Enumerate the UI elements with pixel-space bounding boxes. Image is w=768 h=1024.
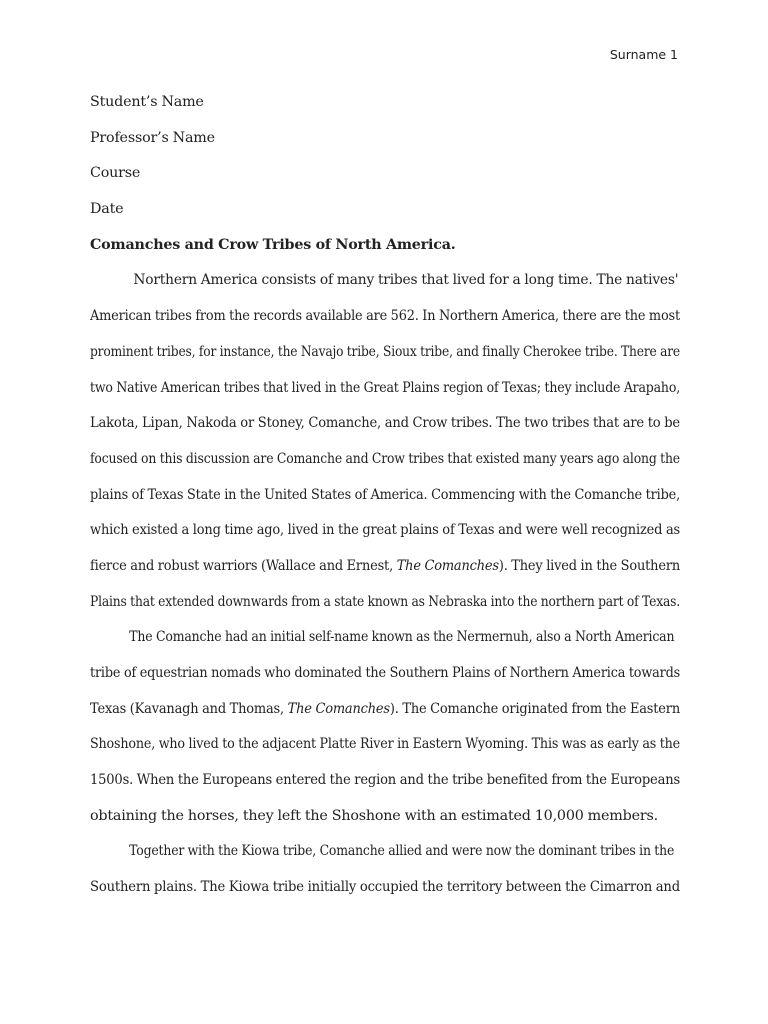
paragraph-line: Southern plains. The Kiowa tribe initially occupied the territory between the Cimarron and	[90, 879, 680, 896]
paragraph-line: Shoshone, who lived to the adjacent Platte River in Eastern Wyoming. This was as early as the	[90, 736, 681, 753]
course-name: Course	[90, 165, 141, 182]
text-run: fierce and robust warriors (Wallace and Ernest,	[90, 557, 397, 574]
paragraph-line: focused on this discussion are Comanche and Crow tribes that existed many years ago along the	[90, 450, 680, 467]
paragraph-line: 1500s. When the Europeans entered the region and the tribe benefited from the Europeans	[90, 772, 681, 789]
paragraph-1	[90, 263, 680, 620]
paragraph-line	[90, 549, 680, 585]
paragraph-line: obtaining the horses, they left the Shoshone with an estimated 10,000 members.	[90, 807, 658, 824]
paragraph-line: tribe of equestrian nomads who dominated the Southern Plains of Northern America towards	[90, 665, 681, 681]
paragraph-line: Together with the Kiowa tribe, Comanche allied and were now the dominant tribes in the	[129, 843, 675, 860]
italic-citation: The Comanches	[287, 700, 390, 717]
paragraph-line: which existed a long time ago, lived in the great plains of Texas and were well recognized as	[90, 522, 680, 539]
essay-title: Comanches and Crow Tribes of North America.	[90, 236, 456, 253]
paragraph-line	[90, 692, 681, 728]
student-name: Student’s Name	[90, 94, 204, 110]
text-run: Texas (Kavanagh and Thomas,	[90, 700, 288, 717]
document-body	[90, 85, 680, 906]
paragraph-line: two Native American tribes that lived in the Great Plains region of Texas; they include Arapaho,	[90, 379, 680, 396]
paragraph-line: American tribes from the records available are 562. In Northern America, there are the most	[90, 308, 680, 325]
date-line: Date	[90, 201, 124, 218]
text-run: ). The Comanche originated from the Eastern	[389, 700, 681, 717]
running-head: Surname 1	[609, 47, 678, 62]
paragraph-line: Plains that extended downwards from a state known as Nebraska into the northern part of Texas.	[90, 593, 681, 610]
paragraph-line: plains of Texas State in the United States of America. Commencing with the Comanche tribe,	[90, 486, 680, 503]
paragraph-line: Northern America consists of many tribes that lived for a long time. The natives'	[133, 272, 679, 289]
paragraph-2	[90, 620, 680, 834]
text-run: ). They lived in the Southern	[498, 557, 680, 574]
paragraph-line: Lakota, Lipan, Nakoda or Stoney, Comanche, and Crow tribes. The two tribes that are to be	[90, 415, 681, 432]
paragraph-3	[90, 834, 680, 905]
paragraph-line: The Comanche had an initial self-name known as the Nermernuh, also a North American	[129, 629, 675, 646]
professor-name: Professor’s Name	[90, 129, 215, 146]
italic-citation: The Comanches	[396, 557, 499, 574]
paragraph-line: prominent tribes, for instance, the Navajo tribe, Sioux tribe, and finally Cherokee tribe. There are	[90, 343, 681, 360]
